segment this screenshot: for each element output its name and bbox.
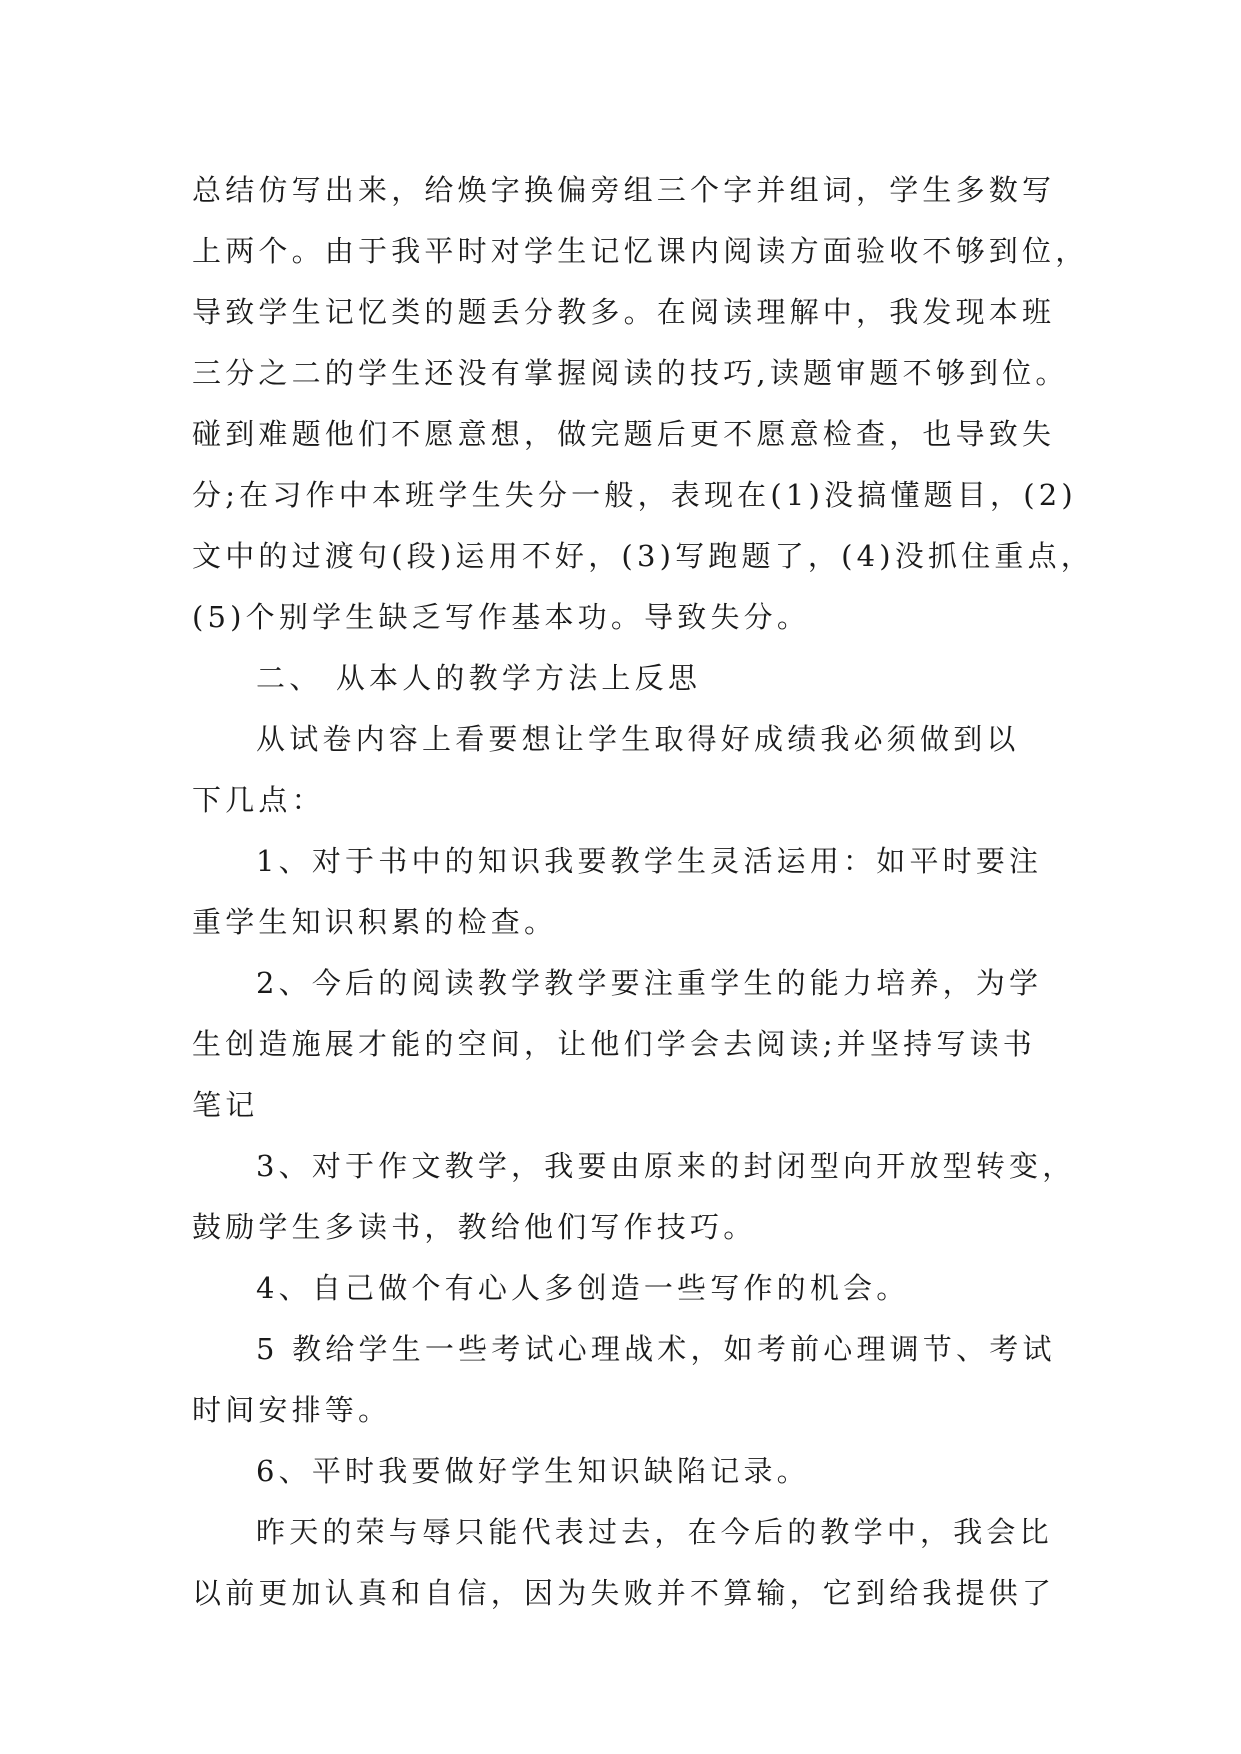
list-item: 1、对于书中的知识我要教学生灵活运用：如平时要注	[256, 844, 1043, 878]
text-line: 从试卷内容上看要想让学生取得好成绩我必须做到以	[256, 722, 1020, 756]
text-line: 文中的过渡句(段)运用不好，(3)写跑题了，(4)没抓住重点，	[192, 539, 1094, 573]
text-line: 鼓励学生多读书，教给他们写作技巧。	[192, 1210, 757, 1244]
text-line: 下几点：	[192, 783, 325, 817]
list-item: 6、平时我要做好学生知识缺陷记录。	[256, 1454, 810, 1488]
text-line: 以前更加认真和自信，因为失败并不算输，它到给我提供了	[192, 1576, 1056, 1610]
text-line: 时间安排等。	[192, 1393, 392, 1427]
text-line: 导致学生记忆类的题丢分教多。在阅读理解中，我发现本班	[192, 295, 1056, 329]
text-line: 生创造施展才能的空间，让他们学会去阅读;并坚持写读书	[192, 1027, 1036, 1061]
list-item: 4、自己做个有心人多创造一些写作的机会。	[256, 1271, 910, 1305]
text-line: (5)个别学生缺乏写作基本功。导致失分。	[192, 600, 811, 634]
text-line: 重学生知识积累的检查。	[192, 905, 558, 939]
document-body	[192, 160, 1092, 1624]
text-line: 上两个。由于我平时对学生记忆课内阅读方面验收不够到位，	[192, 234, 1089, 268]
text-line: 昨天的荣与辱只能代表过去，在今后的教学中，我会比	[256, 1515, 1053, 1549]
text-line: 分;在习作中本班学生失分一般，表现在(1)没搞懂题目，(2)	[192, 478, 1077, 512]
section-heading: 二、 从本人的教学方法上反思	[256, 661, 702, 695]
text-line: 三分之二的学生还没有掌握阅读的技巧,读题审题不够到位。	[192, 356, 1069, 390]
list-item: 2、今后的阅读教学教学要注重学生的能力培养，为学	[256, 966, 1043, 1000]
list-item: 5 教给学生一些考试心理战术，如考前心理调节、考试	[256, 1332, 1056, 1366]
list-item: 3、对于作文教学，我要由原来的封闭型向开放型转变，	[256, 1149, 1076, 1183]
text-line: 笔记	[192, 1088, 259, 1122]
text-line: 碰到难题他们不愿意想，做完题后更不愿意检查，也导致失	[192, 417, 1056, 451]
text-line: 总结仿写出来，给焕字换偏旁组三个字并组词，学生多数写	[192, 173, 1056, 207]
